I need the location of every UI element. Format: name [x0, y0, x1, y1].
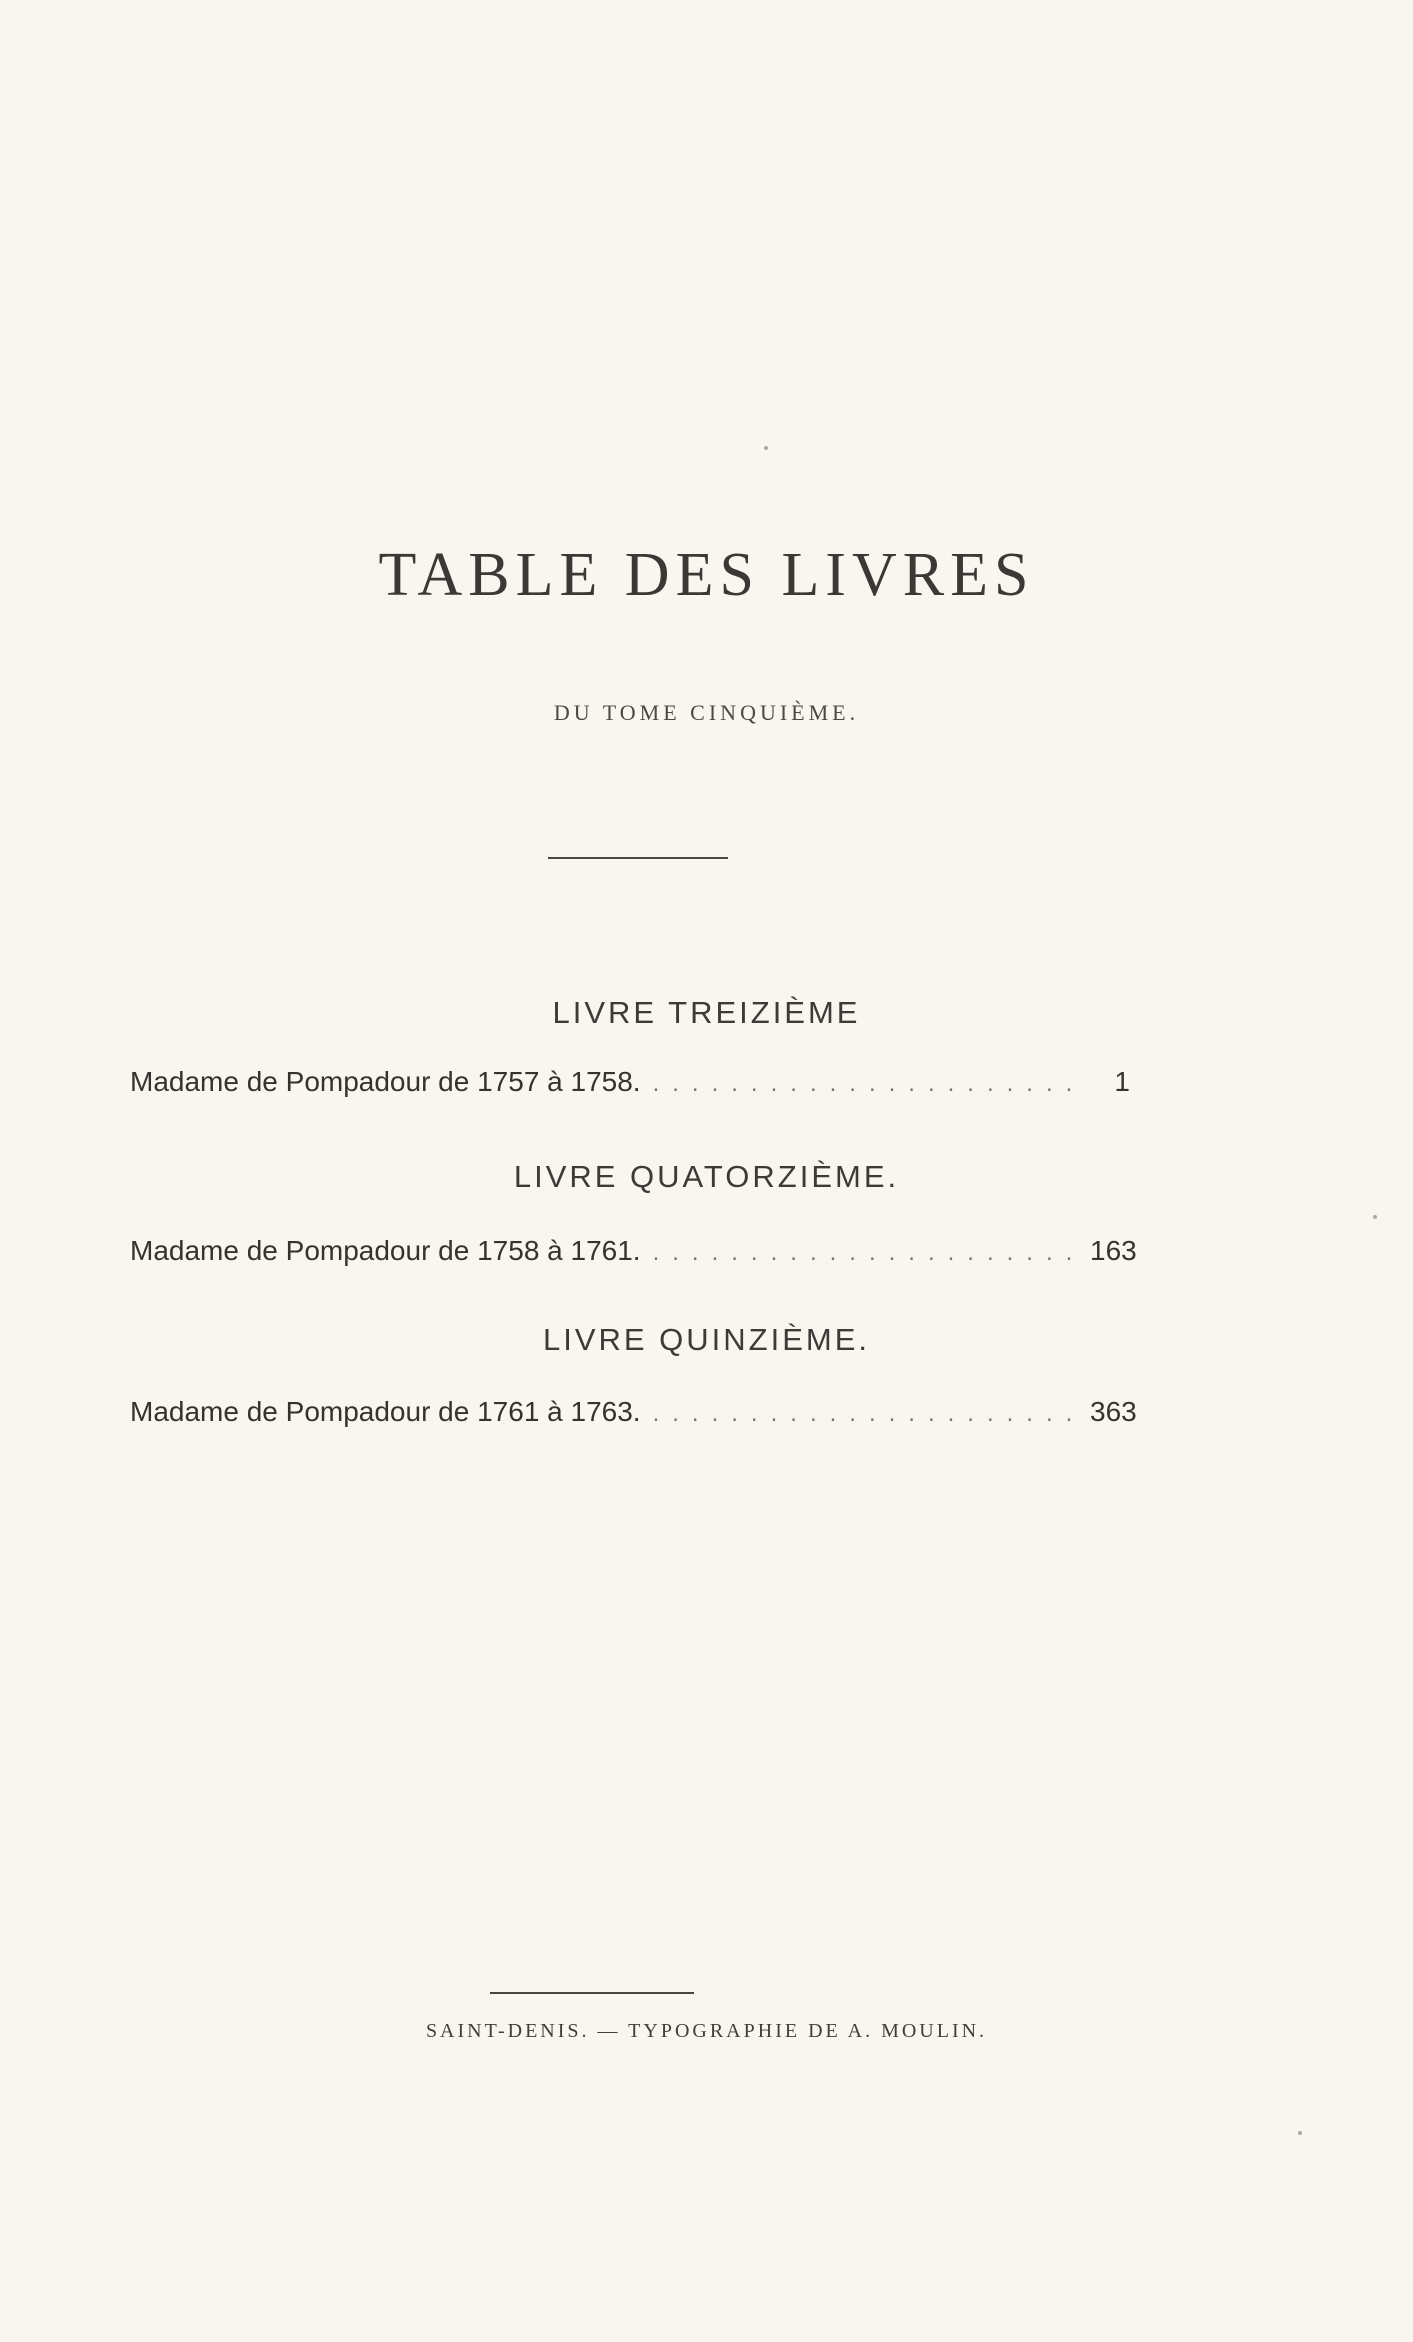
dot-leader — [653, 1070, 1078, 1098]
footer-divider — [490, 1992, 694, 1994]
title-divider — [548, 857, 728, 859]
page-subtitle: DU TOME CINQUIÈME. — [553, 700, 860, 725]
paper-speck — [1298, 2131, 1302, 2135]
paper-speck — [764, 446, 768, 450]
entry-label: Madame de Pompadour de 1758 à 1761. — [130, 1235, 641, 1266]
entry-page-number: 163 — [1090, 1235, 1137, 1266]
entry-page-number: 363 — [1090, 1396, 1137, 1427]
printer-imprint: SAINT-DENIS. — TYPOGRAPHIE DE A. MOULIN. — [425, 2020, 988, 2042]
page-title: TABLE DES LIVRES — [378, 541, 1035, 609]
entry-page-number: 1 — [1114, 1066, 1130, 1097]
contents-entry — [130, 1396, 1137, 1436]
book-heading-quatorzieme: LIVRE QUATORZIÈME. — [513, 1159, 900, 1194]
book-heading-treizieme: LIVRE TREIZIÈME — [552, 995, 861, 1030]
entry-label: Madame de Pompadour de 1761 à 1763. — [130, 1396, 641, 1427]
book-heading-quinzieme: LIVRE QUINZIÈME. — [542, 1322, 871, 1357]
dot-leader — [653, 1400, 1078, 1428]
paper-speck — [1373, 1215, 1377, 1219]
contents-entry — [130, 1235, 1137, 1275]
contents-entry — [130, 1066, 1130, 1106]
entry-label: Madame de Pompadour de 1757 à 1758. — [130, 1066, 641, 1097]
dot-leader — [653, 1239, 1078, 1267]
